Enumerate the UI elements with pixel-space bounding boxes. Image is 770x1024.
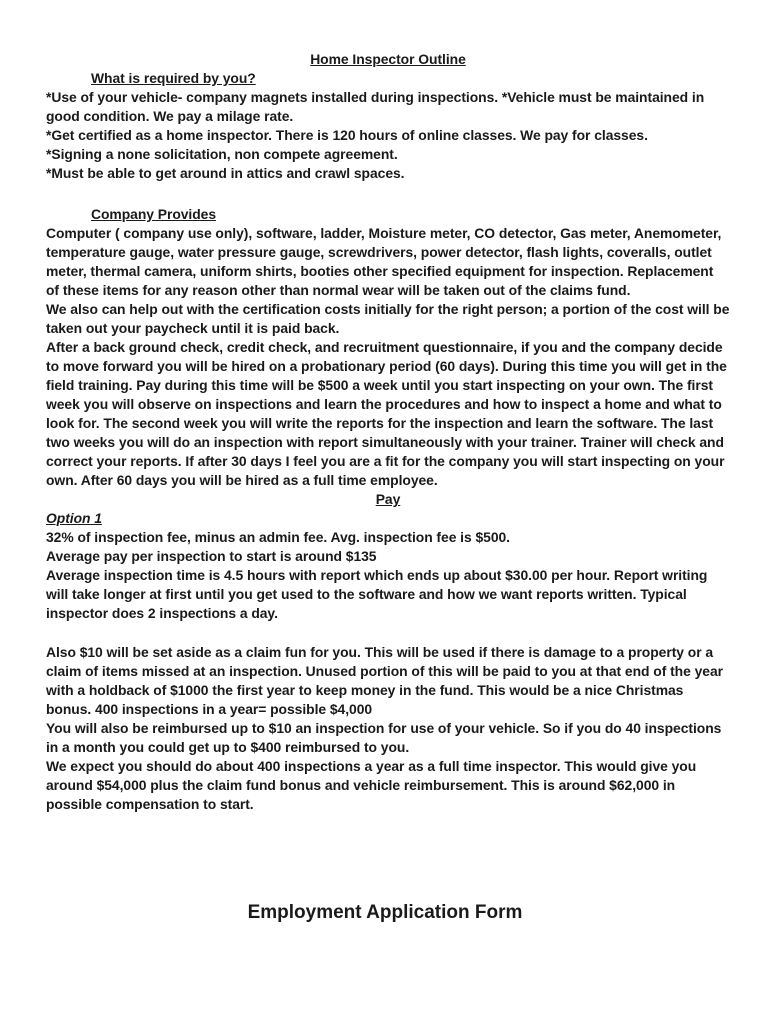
requirement-item: *Signing a none solicitation, non compete agreement. [46,146,398,162]
pay-heading: Pay [375,491,401,507]
employment-application-title: Employment Application Form [247,902,523,923]
pay-paragraph: Average pay per inspection to start is around $135 [46,548,377,564]
pay-paragraph: 32% of inspection fee, minus an admin fee. Avg. inspection fee is $500. [46,529,510,545]
document-body [46,50,730,814]
document-title: Home Inspector Outline [310,51,466,67]
requirements-heading: What is required by you? [91,70,256,86]
pay-paragraph: Average inspection time is 4.5 hours with report which ends up about $30.00 per hour. Report writing will take longer at first until you get used to the software and how we want reports written. Typical inspector does 2 inspections a day. [46,567,708,621]
company-paragraph: After a back ground check, credit check, and recruitment questionnaire, if you and the company decide to move forward you will be hired on a probationary period (60 days). During this time you will get in the field training. Pay during this time will be $500 a week until you start inspecting on your own. The first week you will observe on inspections and learn the procedures and how to inspect a home and what to look for. The second week you will write the reports for the inspection and learn the software. The last two weeks you will do an inspection with report simultaneously with your trainer. Trainer will check and correct your reports. If after 30 days I feel you are a fit for the company you will start inspecting on your own. After 60 days you will be hired as a full time employee. [46,339,727,488]
requirement-item: *Must be able to get around in attics and crawl spaces. [46,165,405,181]
requirement-item: *Get certified as a home inspector. There is 120 hours of online classes. We pay for classes. [46,127,648,143]
claim-paragraph: Also $10 will be set aside as a claim fun for you. This will be used if there is damage to a property or a claim of items missed at an inspection. Unused portion of this will be paid to you at that end of the year with a holdback of $1000 the first year to keep money in the fund. This would be a nice Christmas bonus. 400 inspections in a year= possible $4,000 [46,644,723,717]
claim-paragraph: You will also be reimbursed up to $10 an inspection for use of your vehicle. So if you do 40 inspections in a month you could get up to $400 reimbursed to you. [46,720,722,755]
option-label: Option 1 [46,510,102,526]
company-paragraph: We also can help out with the certification costs initially for the right person; a portion of the cost will be taken out your paycheck until it is paid back. [46,301,730,336]
requirement-item: *Use of your vehicle- company magnets installed during inspections. *Vehicle must be maintained in good condition. We pay a milage rate. [46,89,705,124]
company-paragraph: Computer ( company use only), software, ladder, Moisture meter, CO detector, Gas meter, Anemometer, temperature gauge, water pressure gauge, screwdrivers, power detector, flash lights, coveralls, outlet meter, thermal camera, uniform shirts, booties other specified equipment for inspection. Replacement of these items for any reason other than normal wear will be taken out of the claims fund. [46,225,722,298]
company-provides-heading: Company Provides [91,206,217,222]
claim-paragraph: We expect you should do about 400 inspections a year as a full time inspector. This would give you around $54,000 plus the claim fund bonus and vehicle reimbursement. This is around $62,000 in possible compensation to start. [46,758,697,812]
